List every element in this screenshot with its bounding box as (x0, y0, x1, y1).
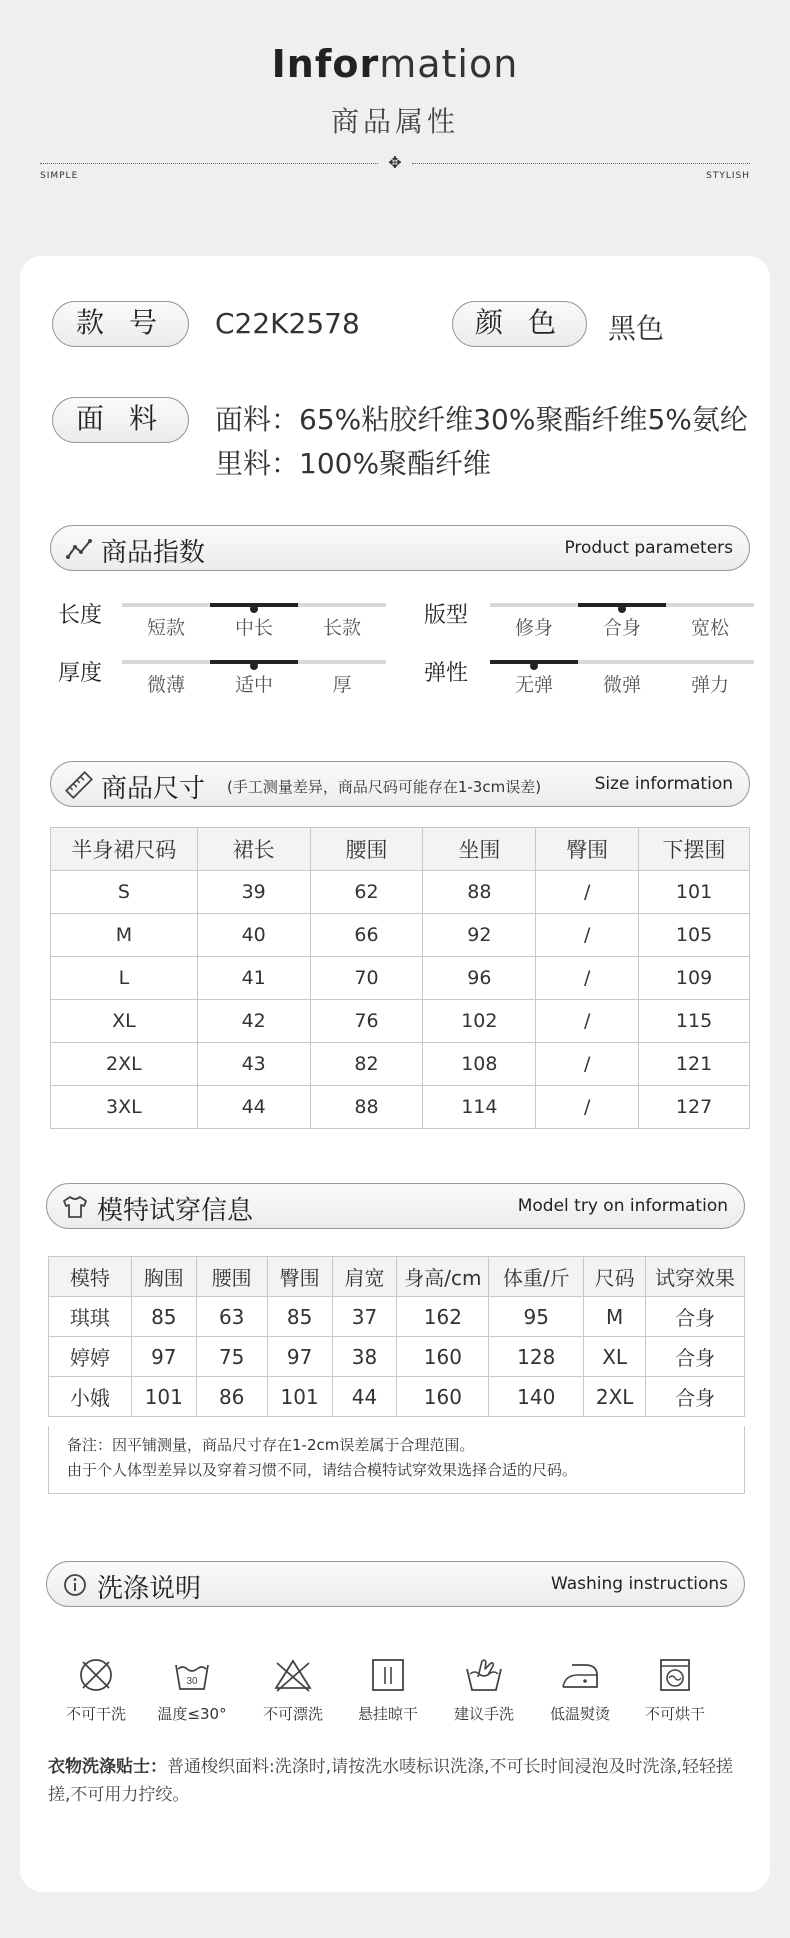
color-value: 黑色 (608, 312, 665, 345)
wash-label: 低温熨烫 (549, 1705, 610, 1723)
wash-info-en: Washing instructions (550, 1574, 728, 1594)
param-marker-dot (250, 662, 258, 670)
size-row (51, 957, 750, 1000)
model-info-en: Model try on information (517, 1196, 728, 1216)
table-cell: 121 (639, 1043, 750, 1086)
table-cell: 44 (332, 1377, 397, 1417)
param-marker-dot (250, 605, 258, 613)
table-cell: 66 (310, 914, 423, 957)
table-cell: 128 (489, 1337, 584, 1377)
header-right-tag: STYLISH (706, 171, 750, 181)
header-subtitle: 商品属性 (330, 105, 459, 138)
param-option: 适中 (234, 674, 273, 696)
param-option: 微弹 (602, 674, 641, 696)
wash-label: 温度≤30° (157, 1705, 227, 1723)
product-index-title: 商品指数 (101, 538, 206, 568)
size-row (51, 1043, 750, 1086)
table-header-row (49, 1257, 745, 1297)
table-cell: 101 (267, 1377, 332, 1417)
ruler-icon (65, 771, 93, 799)
svg-text:30: 30 (186, 1676, 198, 1687)
table-cell: 88 (310, 1086, 423, 1129)
model-row (49, 1377, 745, 1417)
wash-item-no-tumble (629, 1655, 721, 1724)
param-label: 弹性 (424, 661, 469, 686)
table-cell: 127 (639, 1086, 750, 1129)
size-row (51, 1000, 750, 1043)
table-cell: 160 (397, 1337, 489, 1377)
table-cell: / (536, 1086, 639, 1129)
table-header-cell: 体重/斤 (489, 1257, 584, 1297)
table-cell: / (536, 957, 639, 1000)
table-cell: 92 (423, 914, 536, 957)
table-cell: 43 (197, 1043, 310, 1086)
table-cell: 86 (196, 1377, 267, 1417)
table-header-row (51, 828, 750, 871)
table-cell: M (584, 1297, 646, 1337)
wash-label: 不可烘干 (644, 1705, 705, 1723)
table-cell: 114 (423, 1086, 536, 1129)
param-option: 合身 (602, 617, 641, 639)
no-tumble-dry-icon (655, 1655, 695, 1695)
wash-item-hand-wash (438, 1655, 530, 1724)
wash-label: 悬挂晾干 (357, 1705, 418, 1723)
table-cell: 40 (197, 914, 310, 957)
table-cell: 82 (310, 1043, 423, 1086)
table-cell: 合身 (646, 1377, 745, 1417)
table-cell: S (51, 871, 198, 914)
param-option: 中长 (234, 617, 273, 639)
no-bleach-icon (273, 1655, 313, 1695)
wash-tips (48, 1753, 753, 1809)
table-header-cell: 腰围 (196, 1257, 267, 1297)
table-cell: 39 (197, 871, 310, 914)
table-cell: 37 (332, 1297, 397, 1337)
product-index-en: Product parameters (564, 538, 733, 558)
table-cell: 3XL (51, 1086, 198, 1129)
param-option: 微薄 (146, 674, 185, 696)
model-row (49, 1297, 745, 1337)
table-cell: / (536, 914, 639, 957)
table-header-cell: 坐围 (423, 828, 536, 871)
table-header-cell: 试穿效果 (646, 1257, 745, 1297)
table-cell: L (51, 957, 198, 1000)
table-cell: 婷婷 (49, 1337, 132, 1377)
wash-item-hang-dry (342, 1655, 434, 1724)
size-table (50, 827, 750, 1129)
style-no-value: C22K2578 (215, 307, 360, 340)
table-cell: 合身 (646, 1297, 745, 1337)
table-cell: 105 (639, 914, 750, 957)
table-header-cell: 半身裙尺码 (51, 828, 198, 871)
tshirt-icon (61, 1193, 89, 1221)
table-cell: 97 (267, 1337, 332, 1377)
table-header-cell: 裙长 (197, 828, 310, 871)
table-cell: / (536, 1000, 639, 1043)
size-row (51, 914, 750, 957)
size-row (51, 1086, 750, 1129)
table-cell: 42 (197, 1000, 310, 1043)
hand-wash-icon (464, 1655, 504, 1695)
size-info-note: (手工测量差异，商品尺码可能存在1-3cm误差) (227, 778, 542, 796)
model-info-bar (46, 1183, 745, 1229)
param-marker-dot (618, 605, 626, 613)
table-header-cell: 身高/cm (397, 1257, 489, 1297)
table-cell: 108 (423, 1043, 536, 1086)
param-option: 无弹 (514, 674, 553, 696)
table-cell: 琪琪 (49, 1297, 132, 1337)
table-header-cell: 下摆围 (639, 828, 750, 871)
model-row (49, 1337, 745, 1377)
table-header-cell: 臀围 (267, 1257, 332, 1297)
table-cell: 62 (310, 871, 423, 914)
header-left-tag: SIMPLE (40, 171, 79, 181)
param-option: 宽松 (690, 617, 729, 639)
color-label: 颜 色 (452, 301, 587, 347)
table-cell: 小娥 (49, 1377, 132, 1417)
trend-line-icon (65, 535, 93, 563)
table-cell: 109 (639, 957, 750, 1000)
table-cell: 合身 (646, 1337, 745, 1377)
param-label: 版型 (424, 603, 469, 628)
table-cell: 140 (489, 1377, 584, 1417)
table-cell: 70 (310, 957, 423, 1000)
info-icon (61, 1571, 89, 1599)
wash-30-icon (172, 1655, 212, 1695)
fabric-label: 面 料 (52, 397, 189, 443)
no-dry-clean-icon (76, 1655, 116, 1695)
wash-label: 建议手洗 (453, 1705, 514, 1723)
model-remark (48, 1426, 745, 1494)
table-cell: 76 (310, 1000, 423, 1043)
param-option: 长款 (322, 617, 361, 639)
table-header-cell: 尺码 (584, 1257, 646, 1297)
table-header-cell: 模特 (49, 1257, 132, 1297)
table-cell: 96 (423, 957, 536, 1000)
header-divider-right (412, 163, 750, 164)
table-cell: XL (584, 1337, 646, 1377)
param-option: 修身 (514, 617, 553, 639)
table-cell: M (51, 914, 198, 957)
table-header-cell: 肩宽 (332, 1257, 397, 1297)
param-label: 长度 (58, 603, 103, 628)
table-cell: 75 (196, 1337, 267, 1377)
table-cell: 63 (196, 1297, 267, 1337)
table-cell: 44 (197, 1086, 310, 1129)
size-info-title: 商品尺寸 (101, 774, 206, 804)
table-cell: XL (51, 1000, 198, 1043)
table-cell: 95 (489, 1297, 584, 1337)
product-index-bar (50, 525, 750, 571)
wash-label: 不可干洗 (65, 1705, 126, 1723)
hang-dry-icon (368, 1655, 408, 1695)
fabric-lining: 里料：100%聚酯纤维 (215, 447, 492, 480)
param-marker-dot (530, 662, 538, 670)
param-option: 弹力 (690, 674, 729, 696)
wash-tips-text: 普通梭织面料:洗涤时,请按洗水唛标识洗涤,不可长时间浸泡及时洗涤,轻轻搓搓,不可用力拧绞。 (48, 1757, 733, 1805)
table-cell: 85 (267, 1297, 332, 1337)
size-info-bar (50, 761, 750, 807)
table-cell: 41 (197, 957, 310, 1000)
size-row (51, 871, 750, 914)
table-cell: 115 (639, 1000, 750, 1043)
remark-line-1: 备注：因平铺测量，商品尺寸存在1-2cm误差属于合理范围。 (67, 1436, 475, 1454)
wash-info-bar (46, 1561, 745, 1607)
cross-arrows-icon: ✥ (388, 153, 402, 172)
table-header-cell: 胸围 (131, 1257, 196, 1297)
wash-item-30 (146, 1655, 238, 1724)
table-cell: 88 (423, 871, 536, 914)
header-title: Information (271, 42, 519, 86)
low-iron-icon (560, 1655, 600, 1695)
param-option: 厚 (332, 674, 352, 696)
table-header-cell: 臀围 (536, 828, 639, 871)
table-cell: / (536, 1043, 639, 1086)
table-cell: 101 (131, 1377, 196, 1417)
param-option: 短款 (146, 617, 185, 639)
table-header-cell: 腰围 (310, 828, 423, 871)
wash-item-no-bleach (247, 1655, 339, 1724)
wash-item-low-iron (534, 1655, 626, 1724)
style-no-label: 款 号 (52, 301, 189, 347)
table-cell: 38 (332, 1337, 397, 1377)
header-divider-left (40, 163, 378, 164)
table-cell: 160 (397, 1377, 489, 1417)
table-cell: / (536, 871, 639, 914)
wash-tips-label: 衣物洗涤贴士： (48, 1757, 167, 1777)
fabric-outer: 面料：65%粘胶纤维30%聚酯纤维5%氨纶 (215, 403, 748, 436)
table-cell: 97 (131, 1337, 196, 1377)
wash-label: 不可漂洗 (262, 1705, 323, 1723)
table-cell: 102 (423, 1000, 536, 1043)
param-label: 厚度 (58, 661, 103, 686)
size-info-en: Size information (594, 774, 733, 794)
table-cell: 162 (397, 1297, 489, 1337)
wash-info-title: 洗涤说明 (97, 1574, 202, 1604)
table-cell: 101 (639, 871, 750, 914)
model-info-title: 模特试穿信息 (97, 1196, 254, 1226)
table-cell: 85 (131, 1297, 196, 1337)
table-cell: 2XL (584, 1377, 646, 1417)
wash-item-no-dry-clean (50, 1655, 142, 1724)
table-cell: 2XL (51, 1043, 198, 1086)
model-table (48, 1256, 745, 1417)
remark-line-2: 由于个人体型差异以及穿着习惯不同，请结合模特试穿效果选择合适的尺码。 (67, 1461, 578, 1479)
